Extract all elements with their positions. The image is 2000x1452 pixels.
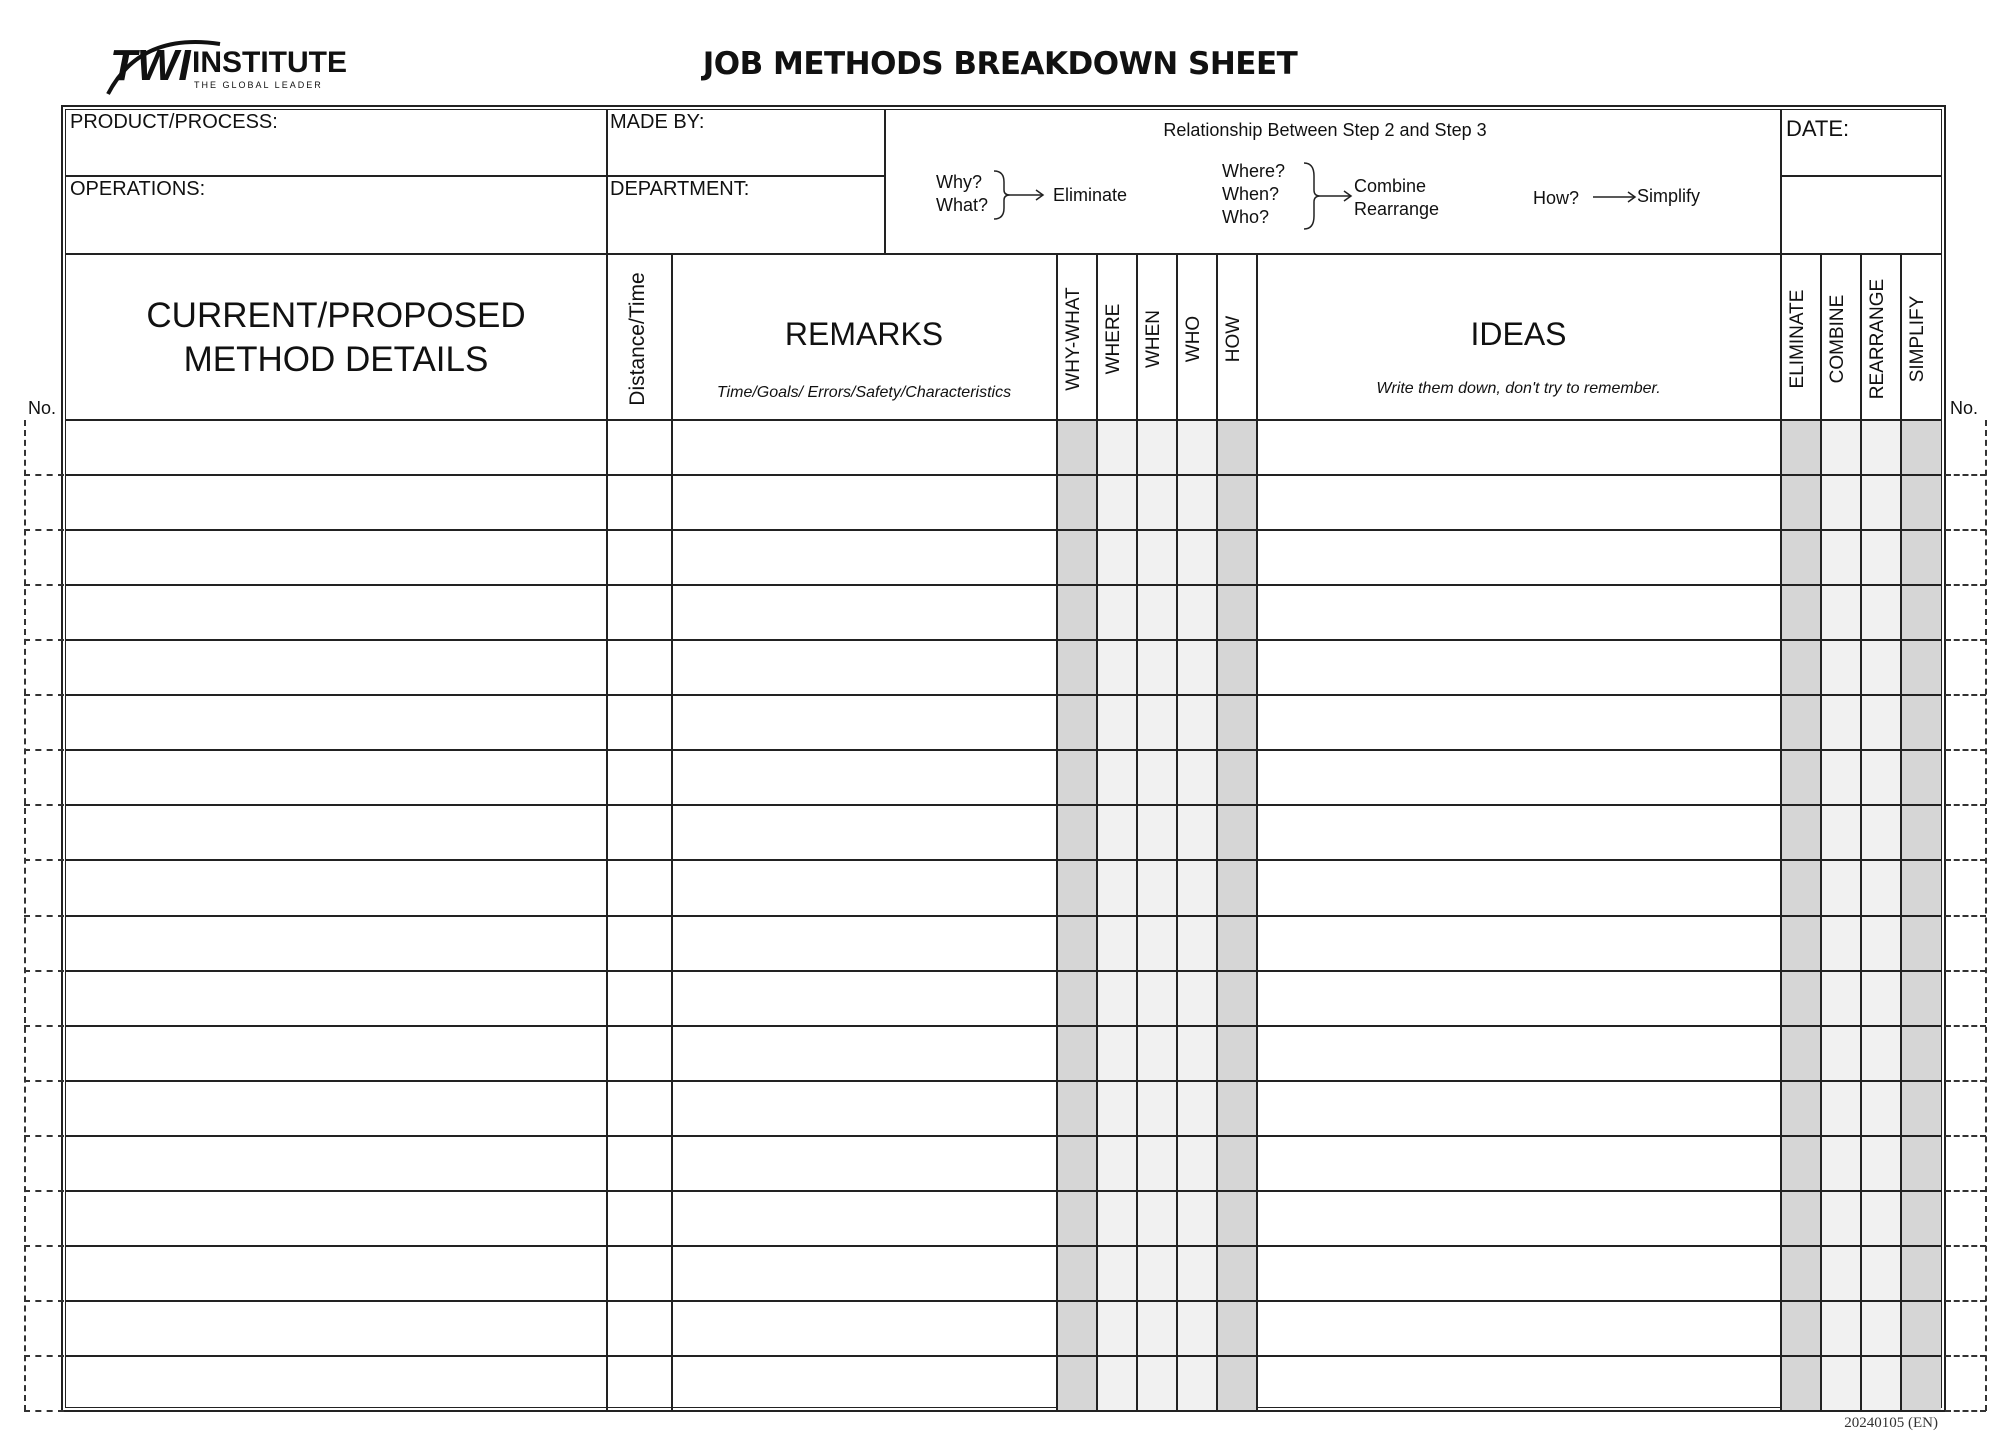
row-number-dash-left <box>24 639 64 641</box>
table-row[interactable] <box>67 861 1940 914</box>
row-number-dash-left <box>24 804 64 806</box>
table-row[interactable] <box>67 1027 1940 1080</box>
sheet-title: JOB METHODS BREAKDOWN SHEET <box>702 46 1298 82</box>
row-number-dash-right <box>1945 694 1986 696</box>
logo-name: INSTITUTE <box>192 46 347 79</box>
who-header: WHO <box>1183 315 1204 363</box>
row-number-dash-right <box>1945 1025 1986 1027</box>
brace-arrow-icon <box>990 168 1050 222</box>
row-number-dash-right <box>1945 529 1986 531</box>
rearrange-result: Rearrange <box>1354 199 1440 219</box>
details-header-line2: METHOD DETAILS <box>183 340 489 379</box>
row-number-dash-right <box>1945 1080 1986 1082</box>
twi-logo <box>100 24 360 104</box>
brace-arrow-icon <box>1300 160 1356 232</box>
when-label: When? <box>1222 184 1280 204</box>
row-number-dash-left <box>24 474 64 476</box>
simplify-header: SIMPLIFY <box>1907 295 1928 383</box>
simplify-result: Simplify <box>1637 186 1701 206</box>
where-header: WHERE <box>1103 303 1124 375</box>
table-row[interactable] <box>67 972 1940 1025</box>
why-label: Why? <box>936 172 983 192</box>
table-row[interactable] <box>67 696 1940 749</box>
rearrange-header: REARRANGE <box>1867 278 1888 400</box>
row-number-dash-left <box>24 1135 64 1137</box>
row-number-dash-left <box>24 584 64 586</box>
table-row[interactable] <box>67 806 1940 859</box>
row-number-dash-right <box>1945 749 1986 751</box>
row-line <box>66 1410 1941 1412</box>
eliminate-header: ELIMINATE <box>1787 289 1808 389</box>
table-row[interactable] <box>67 641 1940 694</box>
row-number-label-left: No. <box>28 398 57 418</box>
divider <box>66 175 884 177</box>
row-number-dash-left <box>24 1300 64 1302</box>
row-number-dash-right <box>1945 584 1986 586</box>
divider <box>884 110 886 254</box>
row-number-dash-left <box>24 1355 64 1357</box>
where-label: Where? <box>1222 161 1286 181</box>
remarks-subheader: Time/Goals/ Errors/Safety/Characteristics <box>716 384 1012 401</box>
why-what-header: WHY-WHAT <box>1063 287 1084 391</box>
table-row[interactable] <box>67 586 1940 639</box>
ideas-subheader: Write them down, don't try to remember. <box>1376 380 1661 397</box>
row-number-dash-left <box>24 749 64 751</box>
row-number-dash-left <box>24 694 64 696</box>
row-number-dash-right <box>1945 1355 1986 1357</box>
row-number-dash-left <box>24 1245 64 1247</box>
operations-field[interactable]: OPERATIONS: <box>70 178 206 200</box>
table-row[interactable] <box>67 1247 1940 1300</box>
remarks-header: REMARKS <box>784 316 944 352</box>
made-by-field[interactable]: MADE BY: <box>610 111 705 133</box>
row-number-dash-right <box>1945 859 1986 861</box>
row-number-dash-right <box>1945 1245 1986 1247</box>
left-dashed-margin <box>24 420 26 1411</box>
details-header-line1: CURRENT/PROPOSED <box>146 296 526 335</box>
row-number-dash-right <box>1945 1135 1986 1137</box>
row-number-dash-left <box>24 1025 64 1027</box>
what-label: What? <box>936 195 989 215</box>
row-number-dash-right <box>1945 915 1986 917</box>
divider <box>66 253 1941 255</box>
how-header: HOW <box>1223 315 1244 363</box>
row-number-dash-left <box>24 529 64 531</box>
row-number-label-right: No. <box>1950 398 1979 418</box>
table-row[interactable] <box>67 1302 1940 1355</box>
eliminate-result: Eliminate <box>1053 185 1128 205</box>
table-row[interactable] <box>67 1137 1940 1190</box>
when-header: WHEN <box>1143 309 1164 369</box>
divider <box>606 110 608 254</box>
table-row[interactable] <box>67 531 1940 584</box>
row-number-dash-left <box>24 859 64 861</box>
table-row[interactable] <box>67 1192 1940 1245</box>
table-row[interactable] <box>67 476 1940 529</box>
row-number-dash-right <box>1945 1410 1986 1412</box>
row-number-dash-left <box>24 1080 64 1082</box>
product-process-field[interactable]: PRODUCT/PROCESS: <box>70 111 278 133</box>
ideas-header: IDEAS <box>1470 316 1567 352</box>
form-version: 20240105 (EN) <box>1844 1415 1938 1431</box>
right-dashed-margin <box>1985 420 1987 1411</box>
row-number-dash-left <box>24 915 64 917</box>
distance-time-header: Distance/Time <box>626 272 649 406</box>
arrow-icon <box>1590 186 1640 208</box>
logo-tagline: THE GLOBAL LEADER <box>194 80 323 90</box>
table-row[interactable] <box>67 1082 1940 1135</box>
table-row[interactable] <box>67 917 1940 970</box>
row-number-dash-left <box>24 1190 64 1192</box>
row-number-dash-left <box>24 1410 64 1412</box>
row-number-dash-left <box>24 970 64 972</box>
table-row[interactable] <box>67 1357 1940 1410</box>
combine-result: Combine <box>1354 176 1427 196</box>
table-row[interactable] <box>67 751 1940 804</box>
row-number-dash-right <box>1945 804 1986 806</box>
row-number-dash-right <box>1945 1300 1986 1302</box>
department-field[interactable]: DEPARTMENT: <box>610 178 750 200</box>
how-label: How? <box>1533 188 1580 208</box>
row-number-dash-right <box>1945 474 1986 476</box>
row-number-dash-right <box>1945 639 1986 641</box>
who-label: Who? <box>1222 207 1270 227</box>
row-number-dash-right <box>1945 970 1986 972</box>
relationship-title: Relationship Between Step 2 and Step 3 <box>1163 120 1487 140</box>
combine-header: COMBINE <box>1827 294 1848 384</box>
date-value-cell[interactable] <box>1782 177 1940 252</box>
row-number-dash-right <box>1945 1190 1986 1192</box>
table-row[interactable] <box>67 421 1940 474</box>
logo-mark: TWI <box>110 41 191 90</box>
date-field[interactable]: DATE: <box>1786 116 1850 141</box>
details-header <box>66 294 606 382</box>
